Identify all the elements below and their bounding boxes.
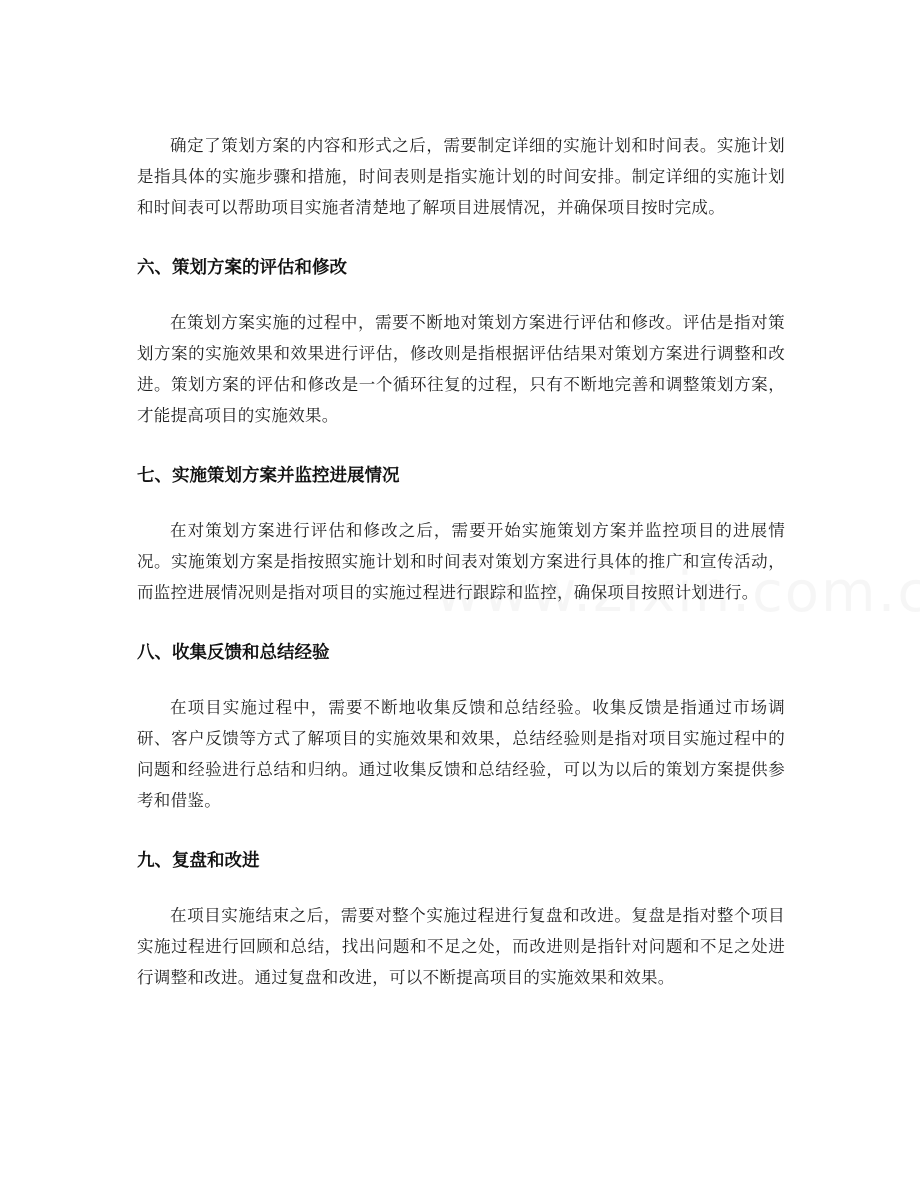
section-heading-7: 七、实施策划方案并监控进展情况 — [137, 466, 400, 486]
section-heading-6: 六、策划方案的评估和修改 — [137, 258, 347, 278]
section-heading-9: 九、复盘和改进 — [137, 851, 260, 871]
paragraph-section-7: 在对策划方案进行评估和修改之后，需要开始实施策划方案并监控项目的进展情况。实施策划方案是指按照实施计划和时间表对策划方案进行具体的推广和宣传活动，而监控进展情况则是指对项目的实施过程进行跟踪和监控，确保项目按照计划进行。 — [137, 521, 785, 602]
paragraph-section-9: 在项目实施结束之后，需要对整个实施过程进行复盘和改进。复盘是指对整个项目实施过程进行回顾和总结，找出问题和不足之处，而改进则是指针对问题和不足之处进行调整和改进。通过复盘和改进，可以不断提高项目的实施效果和效果。 — [137, 906, 785, 987]
document-body — [137, 130, 785, 993]
paragraph-intro: 确定了策划方案的内容和形式之后，需要制定详细的实施计划和时间表。实施计划是指具体的实施步骤和措施，时间表则是指实施计划的时间安排。制定详细的实施计划和时间表可以帮助项目实施者清楚地了解项目进展情况，并确保项目按时完成。 — [137, 136, 785, 217]
paragraph-section-6: 在策划方案实施的过程中，需要不断地对策划方案进行评估和修改。评估是指对策划方案的实施效果和效果进行评估，修改则是指根据评估结果对策划方案进行调整和改进。策划方案的评估和修改是一个循环往复的过程，只有不断地完善和调整策划方案，才能提高项目的实施效果。 — [137, 313, 785, 425]
section-heading-8: 八、收集反馈和总结经验 — [137, 643, 330, 663]
paragraph-section-8: 在项目实施过程中，需要不断地收集反馈和总结经验。收集反馈是指通过市场调研、客户反馈等方式了解项目的实施效果和效果，总结经验则是指对项目实施过程中的问题和经验进行总结和归纳。通过收集反馈和总结经验，可以为以后的策划方案提供参考和借鉴。 — [137, 698, 785, 810]
